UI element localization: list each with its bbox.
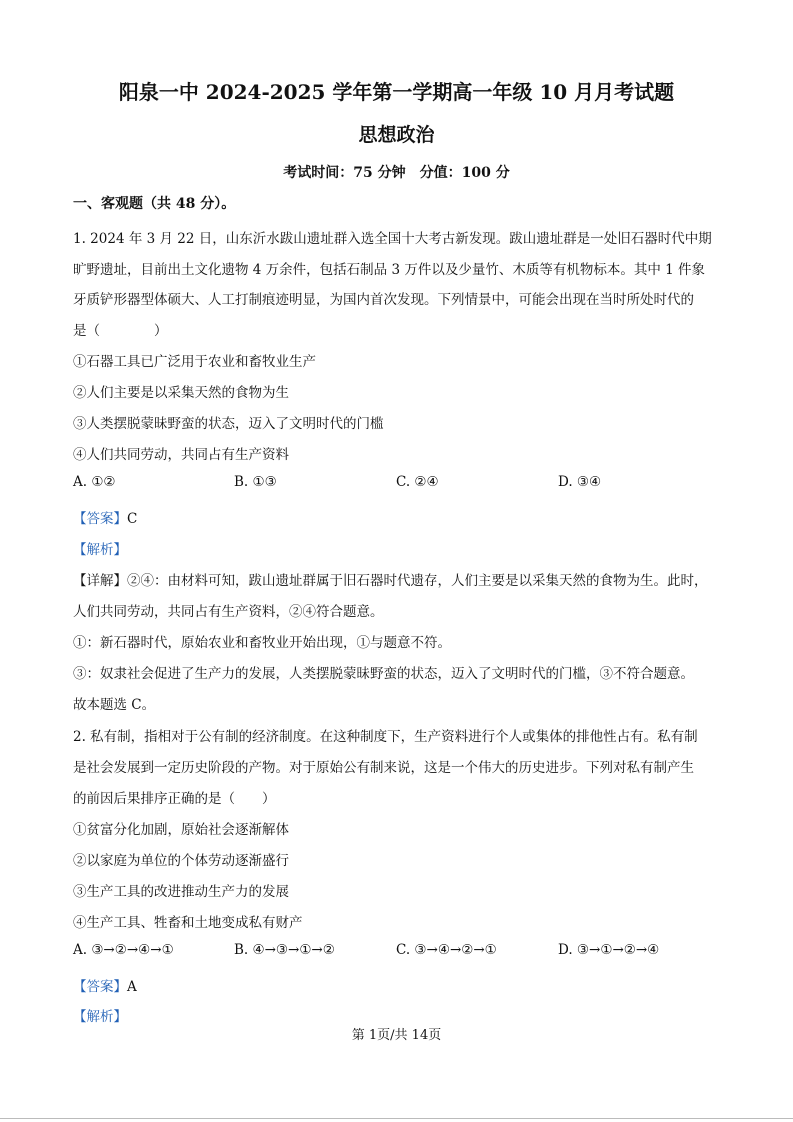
q1-detail-line: 故本题选 C。 (73, 697, 156, 713)
q1-option-d[interactable]: D. ③④ (558, 474, 602, 490)
q2-option-c[interactable]: C. ③→④→②→① (396, 942, 497, 958)
q2-answer (73, 975, 137, 995)
q1-detail-line: ③：奴隶社会促进了生产力的发展，人类摆脱蒙昧野蛮的状态，迈入了文明时代的门槛，③不符合题意。 (73, 666, 694, 682)
subject-title: 思想政治 (358, 124, 435, 146)
answer-tag: 【答案】 (73, 511, 127, 527)
answer-value: A (127, 979, 137, 995)
q1-item: ①石器工具已广泛用于农业和畜牧业生产 (73, 354, 316, 370)
analysis-tag: 【解析】 (73, 1009, 127, 1025)
q1-option-a[interactable]: A. ①② (73, 474, 116, 490)
q1-stem-line: 旷野遗址，目前出土文化遗物 4 万余件，包括石制品 3 万件以及少量竹、木质等有机物标本。其中 1 件象 (73, 262, 706, 278)
q2-item: ④生产工具、牲畜和土地变成私有财产 (73, 915, 303, 931)
q2-item: ③生产工具的改进推动生产力的发展 (73, 884, 289, 900)
exam-title: 阳泉一中 2024-2025 学年第一学期高一年级 10 月月考试题 (118, 80, 675, 104)
q2-item: ②以家庭为单位的个体劳动逐渐盛行 (73, 853, 289, 869)
analysis-tag: 【解析】 (73, 542, 127, 558)
answer-value: C (127, 511, 138, 527)
q1-detail-line: ①：新石器时代，原始农业和畜牧业开始出现，①与题意不符。 (73, 635, 451, 651)
q2-item: ①贫富分化加剧，原始社会逐渐解体 (73, 822, 289, 838)
q2-stem-line: 的前因后果排序正确的是（ ） (73, 791, 276, 807)
q1-analysis (73, 538, 127, 558)
q1-stem-line: 是（ ） (73, 323, 168, 339)
q1-option-b[interactable]: B. ①③ (234, 474, 277, 490)
q2-option-a[interactable]: A. ③→②→④→① (73, 942, 174, 958)
q1-answer (73, 507, 137, 527)
q1-detail-line (73, 569, 708, 589)
q2-analysis (73, 1005, 127, 1025)
detail-text: ②④：由材料可知，跋山遗址群属于旧石器时代遗存，人们主要是以采集天然的食物为生。此时， (127, 573, 708, 589)
q1-item: ④人们共同劳动，共同占有生产资料 (73, 447, 289, 463)
q1-item: ②人们主要是以采集天然的食物为生 (73, 385, 289, 401)
page-footer: 第 1页/共 14页 (351, 1028, 442, 1043)
q1-stem-line: 1. 2024 年 3 月 22 日，山东沂水跋山遗址群入选全国十大考古新发现。跋山遗址群是一处旧石器时代中期 (73, 231, 712, 247)
q1-stem-line: 牙质铲形器型体硕大、人工打制痕迹明显，为国内首次发现。下列情景中，可能会出现在当时所处时代的 (73, 292, 694, 308)
q1-item: ③人类摆脱蒙昧野蛮的状态，迈入了文明时代的门槛 (73, 416, 384, 432)
detail-tag: 【详解】 (73, 573, 127, 589)
section-title: 一、客观题（共 48 分）。 (73, 196, 236, 212)
q2-stem-line: 是社会发展到一定历史阶段的产物。对于原始公有制来说，这是一个伟大的历史进步。下列对私有制产生 (73, 760, 694, 776)
answer-tag: 【答案】 (73, 979, 127, 995)
q1-detail-line: 人们共同劳动，共同占有生产资料，②④符合题意。 (73, 604, 384, 620)
q2-option-b[interactable]: B. ④→③→①→② (234, 942, 335, 958)
q1-option-c[interactable]: C. ②④ (396, 474, 439, 490)
q2-stem-line: 2. 私有制，指相对于公有制的经济制度。在这种制度下，生产资料进行个人或集体的排他性占有。私有制 (73, 729, 698, 745)
q2-option-d[interactable]: D. ③→①→②→④ (558, 942, 660, 958)
exam-info: 考试时间：75 分钟 分值：100 分 (283, 165, 510, 181)
page-divider (0, 1118, 793, 1119)
